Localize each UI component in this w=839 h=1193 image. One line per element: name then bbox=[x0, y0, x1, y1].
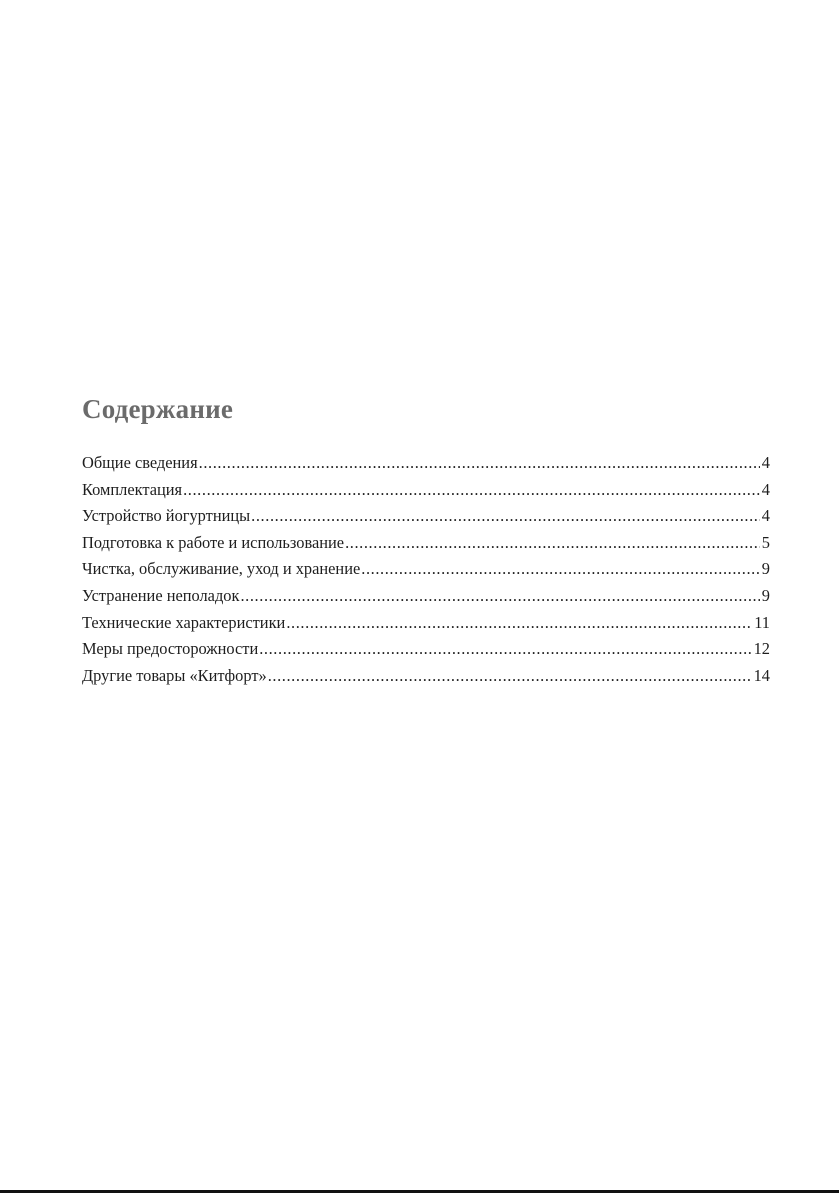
table-of-contents bbox=[82, 389, 770, 689]
toc-entry[interactable] bbox=[82, 636, 770, 663]
toc-entry[interactable] bbox=[82, 610, 770, 637]
toc-entry-label: Устранение неполадок bbox=[82, 585, 240, 605]
dot-leader bbox=[183, 477, 760, 504]
toc-entry-page-number: 12 bbox=[753, 639, 770, 659]
toc-entry-page-number: 4 bbox=[761, 479, 770, 499]
toc-entry-label: Технические характеристики bbox=[82, 612, 286, 632]
dot-leader bbox=[361, 556, 760, 583]
dot-leader bbox=[268, 663, 752, 690]
toc-entry-page-number: 5 bbox=[761, 532, 770, 552]
toc-entry-label: Устройство йогуртницы bbox=[82, 506, 251, 526]
toc-entry[interactable] bbox=[82, 503, 770, 530]
toc-entry-label: Подготовка к работе и использование bbox=[82, 532, 345, 552]
toc-entry-page-number: 9 bbox=[761, 585, 770, 605]
dot-leader bbox=[286, 610, 752, 637]
toc-entry[interactable] bbox=[82, 450, 770, 477]
toc-entry-label: Другие товары «Китфорт» bbox=[82, 665, 267, 685]
toc-entry-label: Меры предосторожности bbox=[82, 639, 259, 659]
dot-leader bbox=[259, 636, 751, 663]
toc-entry-page-number: 9 bbox=[761, 559, 770, 579]
toc-entry[interactable] bbox=[82, 583, 770, 610]
toc-entry[interactable] bbox=[82, 530, 770, 557]
toc-entry[interactable] bbox=[82, 663, 770, 690]
dot-leader bbox=[240, 583, 759, 610]
toc-entry-label: Общие сведения bbox=[82, 453, 198, 472]
toc-entry-label: Комплектация bbox=[82, 479, 183, 499]
toc-entry-page-number: 11 bbox=[754, 612, 770, 632]
toc-entry-label: Чистка, обслуживание, уход и хранение bbox=[82, 559, 361, 579]
dot-leader bbox=[199, 450, 760, 477]
toc-entry-page-number: 14 bbox=[753, 665, 770, 685]
toc-entry-page-number: 4 bbox=[761, 506, 770, 526]
dot-leader bbox=[345, 530, 760, 557]
toc-list bbox=[82, 450, 770, 689]
toc-title: Содержание bbox=[82, 394, 234, 424]
dot-leader bbox=[251, 503, 760, 530]
toc-entry[interactable] bbox=[82, 556, 770, 583]
toc-entry[interactable] bbox=[82, 477, 770, 504]
toc-entry-page-number: 4 bbox=[761, 453, 770, 472]
